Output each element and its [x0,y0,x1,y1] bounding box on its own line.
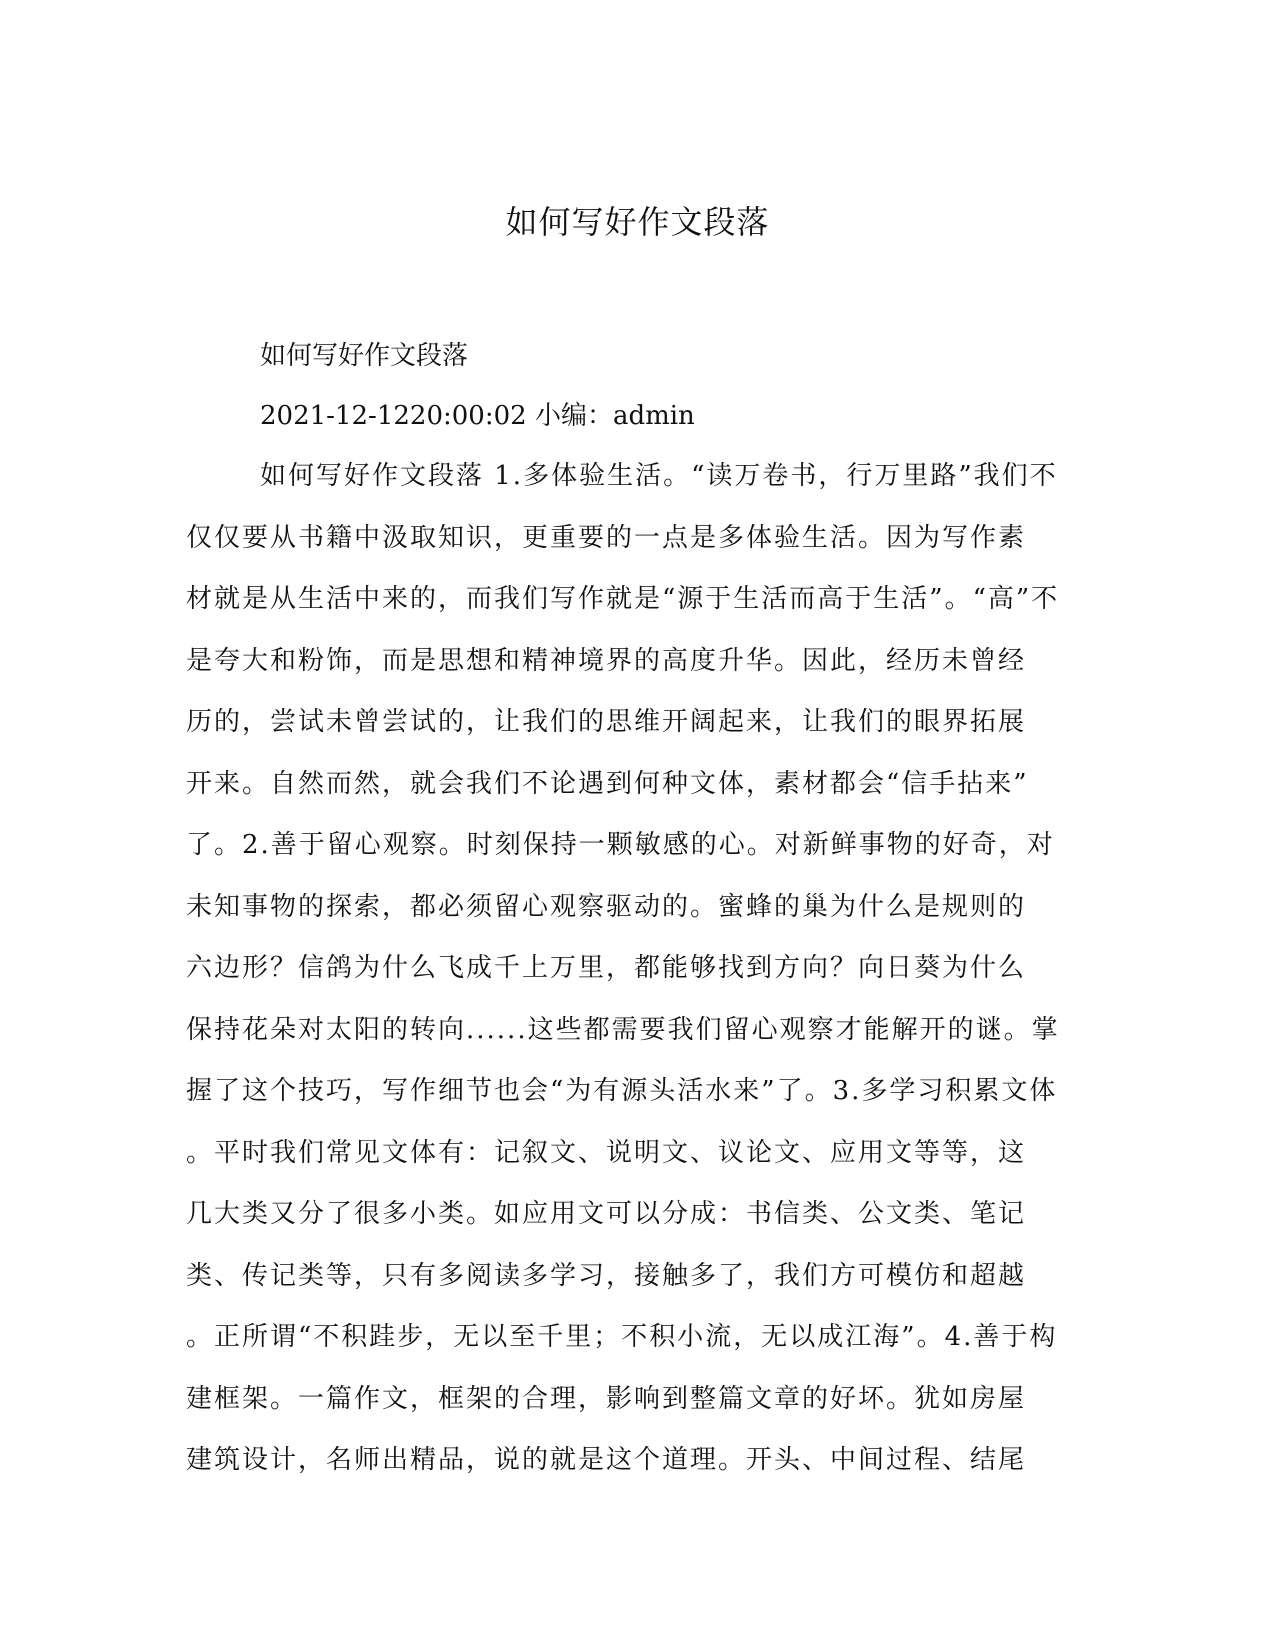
paragraph-line: 六边形？信鸽为什么飞成千上万里，都能够找到方向？向日葵为什么 [186,953,1027,983]
paragraph-line: 历的，尝试未曾尝试的，让我们的思维开阔起来，让我们的眼界拓展 [186,707,1027,737]
paragraph-line: 开来。自然而然，就会我们不论遇到何种文体，素材都会“信手拈来” [186,768,1029,799]
paragraph-line: 几大类又分了很多小类。如应用文可以分成：书信类、公文类、笔记 [186,1199,1027,1229]
paragraph-line: 材就是从生活中来的，而我们写作就是“源于生活而高于生活”。“高”不 [186,584,1060,614]
paragraph-line: 握了这个技巧，写作细节也会“为有源头活水来”了。3.多学习积累文体 [186,1076,1058,1106]
document-body [186,326,1066,1492]
paragraph-line: 仅仅要从书籍中汲取知识，更重要的一点是多体验生活。因为写作素 [186,522,1027,553]
article-paragraph [186,446,1066,1492]
paragraph-line: 是夸大和粉饰，而是思想和精神境界的高度升华。因此，经历未曾经 [186,645,1027,676]
paragraph-line: 未知事物的探索，都必须留心观察驱动的。蜜蜂的巢为什么是规则的 [186,891,1027,922]
document-title: 如何写好作文段落 [505,203,770,241]
article-subtitle: 如何写好作文段落 [260,341,469,371]
paragraph-line: 了。2.善于留心观察。时刻保持一颗敏感的心。对新鲜事物的好奇，对 [186,830,1055,860]
paragraph-line: 。平时我们常见文体有：记叙文、说明文、议论文、应用文等等，这 [186,1137,1027,1168]
paragraph-line: 建框架。一篇作文，框架的合理，影响到整篇文章的好坏。犹如房屋 [186,1383,1027,1414]
paragraph-line: 保持花朵对太阳的转向......这些都需要我们留心观察才能解开的谜。掌 [186,1014,1060,1045]
paragraph-line: 如何写好作文段落 1.多体验生活。“读万卷书，行万里路”我们不 [260,461,1058,491]
article-meta: 2021-12-1220:00:02 小编：admin [260,401,695,431]
paragraph-line: 类、传记类等，只有多阅读多学习，接触多了，我们方可模仿和超越 [186,1260,1027,1291]
paragraph-line: 建筑设计，名师出精品，说的就是这个道理。开头、中间过程、结尾 [186,1445,1027,1475]
paragraph-line: 。正所谓“不积跬步，无以至千里；不积小流，无以成江海”。4.善于构 [186,1322,1058,1352]
